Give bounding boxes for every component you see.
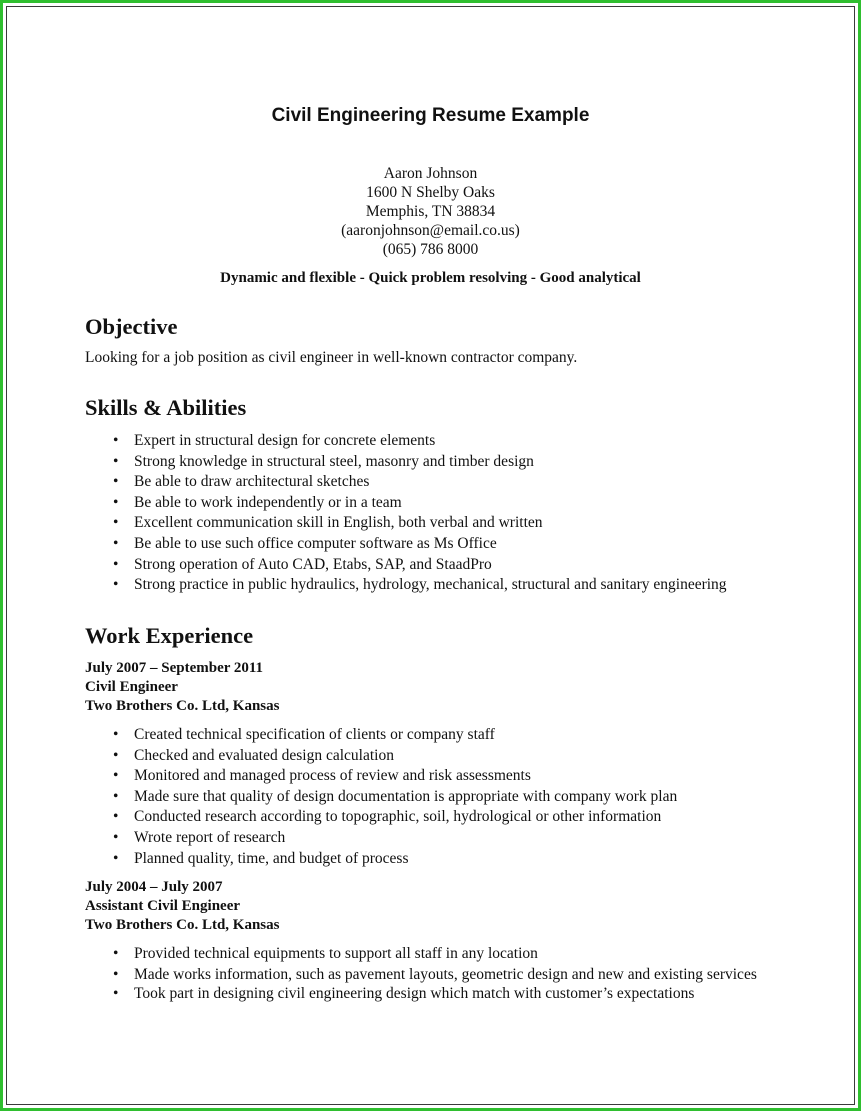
contact-city: Memphis, TN 38834: [365, 203, 496, 220]
list-item: • Strong practice in public hydraulics, hydrology, mechanical, structural and sanitary engineering: [110, 575, 727, 596]
list-item: • Checked and evaluated design calculation: [110, 746, 677, 767]
list-item: • Planned quality, time, and budget of process: [110, 849, 677, 870]
contact-phone: (065) 786 8000: [382, 241, 479, 258]
list-item: • Be able to draw architectural sketches: [110, 472, 727, 493]
list-item: • Monitored and managed process of review and risk assessments: [110, 766, 677, 787]
list-item: • Conducted research according to topographic, soil, hydrological or other information: [110, 807, 677, 828]
job-2-duties: [110, 944, 760, 1005]
tagline: Dynamic and flexible - Quick problem resolving - Good analytical: [220, 270, 641, 286]
objective-heading: Objective: [85, 314, 178, 339]
job-2-company: Two Brothers Co. Ltd, Kansas: [85, 917, 280, 933]
objective-text: Looking for a job position as civil engineer in well-known contractor company.: [85, 349, 578, 366]
list-item: • Strong knowledge in structural steel, masonry and timber design: [110, 452, 727, 473]
job-1-company: Two Brothers Co. Ltd, Kansas: [85, 698, 280, 714]
list-item: • Be able to use such office computer software as Ms Office: [110, 534, 727, 555]
contact-name: Aaron Johnson: [383, 165, 478, 182]
document-title: Civil Engineering Resume Example: [271, 105, 590, 126]
list-item: • Excellent communication skill in English, both verbal and written: [110, 513, 727, 534]
contact-block: [0, 164, 861, 259]
list-item: • Be able to work independently or in a team: [110, 493, 727, 514]
list-item: • Provided technical equipments to support all staff in any location: [110, 944, 760, 965]
list-item: • Expert in structural design for concrete elements: [110, 431, 727, 452]
job-2-role: Assistant Civil Engineer: [85, 898, 241, 914]
skills-heading: Skills & Abilities: [85, 395, 247, 420]
job-1-duties: [110, 725, 677, 869]
list-item: • Wrote report of research: [110, 828, 677, 849]
work-heading: Work Experience: [85, 623, 254, 648]
skills-list: [110, 431, 727, 596]
contact-email: (aaronjohnson@email.co.us): [341, 222, 520, 239]
list-item: • Made sure that quality of design documentation is appropriate with company work plan: [110, 787, 677, 808]
job-2-dates: July 2004 – July 2007: [85, 879, 223, 895]
list-item: • Strong operation of Auto CAD, Etabs, SAP, and StaadPro: [110, 555, 727, 576]
job-1-role: Civil Engineer: [85, 679, 178, 695]
contact-address: 1600 N Shelby Oaks: [366, 184, 495, 201]
list-item: • Made works information, such as pavement layouts, geometric design and new and existing services: [110, 965, 760, 985]
job-1-dates: July 2007 – September 2011: [85, 660, 264, 676]
list-item: • Took part in designing civil engineering design which match with customer’s expectations: [110, 984, 760, 1005]
list-item: • Created technical specification of clients or company staff: [110, 725, 677, 746]
